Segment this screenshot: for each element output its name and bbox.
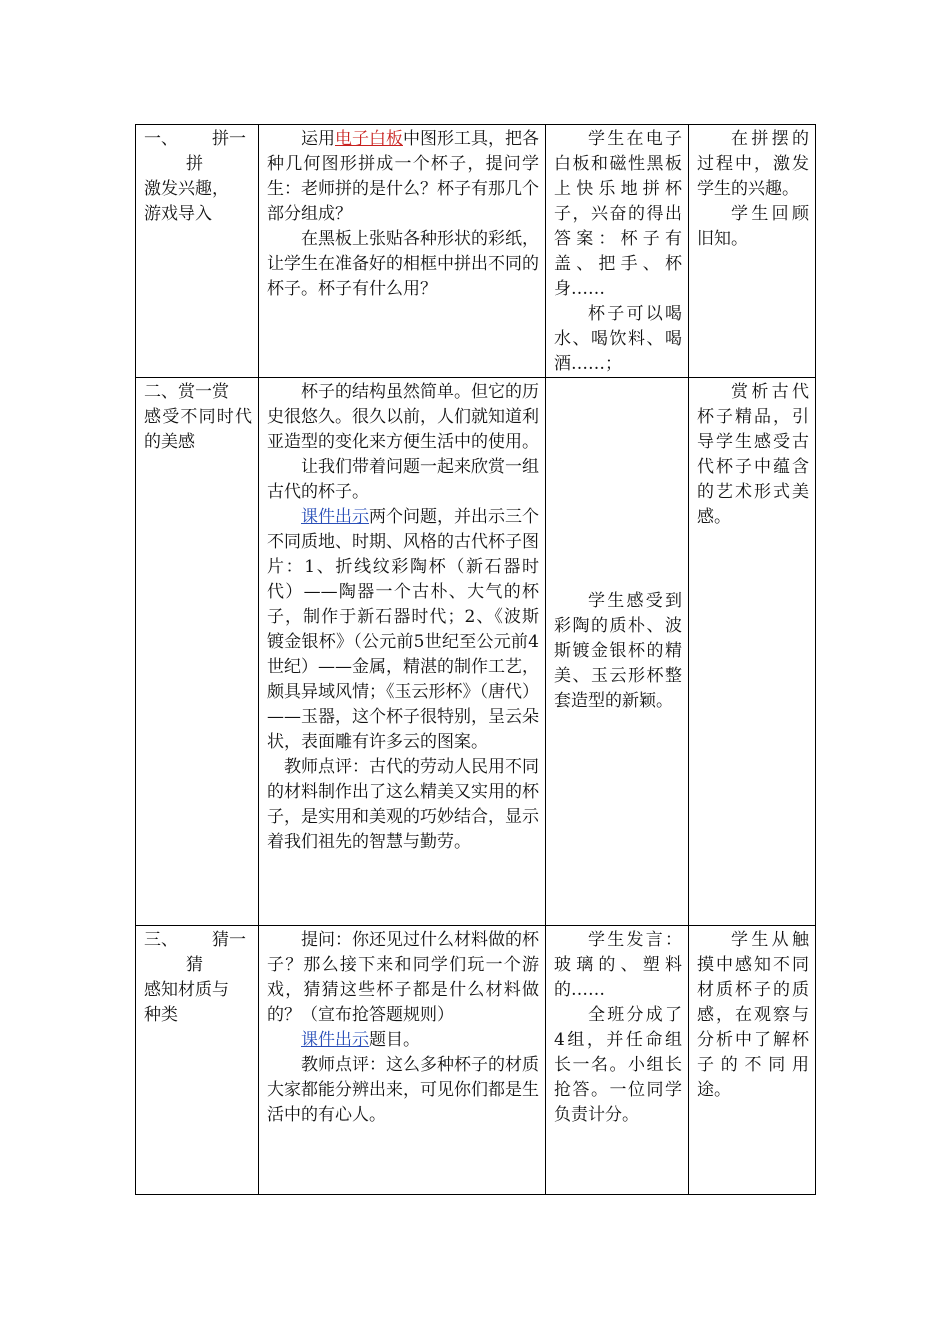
stage-goal-line: 激发兴趣，	[144, 179, 229, 199]
intent-paragraph: 学生回顾旧知。	[697, 204, 809, 249]
student-paragraph: 全班分成了4组，并任命组长一名。小组长抢答。一位同学负责计分。	[554, 1005, 682, 1125]
teacher-paragraph: 在黑板上张贴各种形状的彩纸，让学生在准备好的相框中拼出不同的杯子。杯子有什么用？	[267, 229, 539, 299]
stage-name-b: 猜	[186, 955, 203, 975]
intent-paragraph: 学生从触摸中感知不同材质杯子的质感，在观察与分析中了解杯子的不同用途。	[697, 930, 809, 1100]
stage-goal: 感受不同时代的美感	[144, 407, 252, 452]
table-row	[136, 125, 816, 378]
teacher-activity-cell	[259, 378, 546, 926]
stage-name-b: 拼	[186, 154, 203, 174]
teacher-paragraph: 杯子的结构虽然简单。但它的历史很悠久。很久以前，人们就知道利亚造型的变化来方便生活中的使用。	[267, 382, 539, 452]
lesson-plan-table	[135, 124, 816, 1195]
teacher-paragraph: 教师点评：这么多种杯子的材质大家都能分辨出来，可见你们都是生活中的有心人。	[267, 1055, 539, 1125]
student-paragraph: 学生在电子白板和磁性黑板上快乐地拼杯子，兴奋的得出答案：杯子有盖、把手、杯身……	[554, 129, 682, 299]
stage-cell	[136, 926, 259, 1195]
teacher-paragraph	[267, 1028, 539, 1053]
teacher-paragraph	[267, 505, 539, 755]
stage-heading	[144, 127, 252, 152]
intent-paragraph: 赏析古代杯子精品，引导学生感受古代杯子中蕴含的艺术形式美感。	[697, 382, 809, 527]
stage-number: 三、	[144, 930, 178, 950]
stage-goal-line: 种类	[144, 1005, 178, 1025]
stage-name-a: 拼一	[212, 129, 246, 149]
design-intent-cell	[689, 125, 816, 378]
courseware-link[interactable]: 课件出示	[301, 1030, 369, 1050]
student-activity-cell	[546, 125, 689, 378]
stage-goal-line: 游戏导入	[144, 204, 212, 224]
courseware-link[interactable]: 课件出示	[301, 507, 369, 527]
stage-cell	[136, 378, 259, 926]
teacher-paragraph: 教师点评：古代的劳动人民用不同的材料制作出了这么精美又实用的杯子，是实用和美观的巧妙结合，显示着我们祖先的智慧与勤劳。	[267, 757, 539, 852]
student-paragraph: 杯子可以喝水、喝饮料、喝酒……；	[554, 304, 682, 374]
table-row	[136, 378, 816, 926]
teacher-paragraph	[267, 127, 539, 227]
stage-number: 一、	[144, 129, 178, 149]
whiteboard-link[interactable]: 电子白板	[335, 129, 403, 149]
teacher-paragraph: 让我们带着问题一起来欣赏一组古代的杯子。	[267, 457, 539, 502]
student-activity-cell	[546, 378, 689, 926]
intent-paragraph: 在拼摆的过程中，激发学生的兴趣。	[697, 129, 809, 199]
stage-cell	[136, 125, 259, 378]
teacher-text: 运用	[301, 129, 335, 149]
design-intent-cell	[689, 926, 816, 1195]
stage-goal-line: 感知材质与	[144, 980, 229, 1000]
stage-name-a: 猜一	[212, 930, 246, 950]
stage-heading: 二、赏一赏	[144, 382, 229, 402]
student-paragraph: 学生发言：玻璃的、塑料的……	[554, 930, 682, 1000]
table-row	[136, 926, 816, 1195]
teacher-activity-cell	[259, 926, 546, 1195]
teacher-text: 题目。	[369, 1030, 420, 1050]
teacher-activity-cell	[259, 125, 546, 378]
design-intent-cell	[689, 378, 816, 926]
teacher-text: 两个问题，并出示三个不同质地、时期、风格的古代杯子图片：1、折线纹彩陶杯（新石器时代）——陶器一个古朴、大气的杯子，制作于新石器时代；2、《波斯镀金银杯》（公元前5世纪至公元前4世纪）——金属，精湛的制作工艺，颇具异域风情；《玉云形杯》（唐代）——玉器，这个杯子很特别，呈云朵状，表面雕有许多云的图案。	[267, 507, 539, 752]
teacher-paragraph: 提问：你还见过什么材料做的杯子？那么接下来和同学们玩一个游戏，猜猜这些杯子都是什么材料做的？（宣布抢答题规则）	[267, 930, 539, 1025]
student-activity-cell	[546, 926, 689, 1195]
stage-heading	[144, 928, 252, 953]
cell-spacer	[554, 380, 682, 589]
student-paragraph: 学生感受到彩陶的质朴、波斯镀金银杯的精美、玉云形杯整套造型的新颖。	[554, 591, 682, 711]
teacher-text: 中图形工具，把各种几何图形拼成一个杯子，提问学生：老师拼的是什么？杯子有那几个部分组成？	[267, 129, 539, 224]
